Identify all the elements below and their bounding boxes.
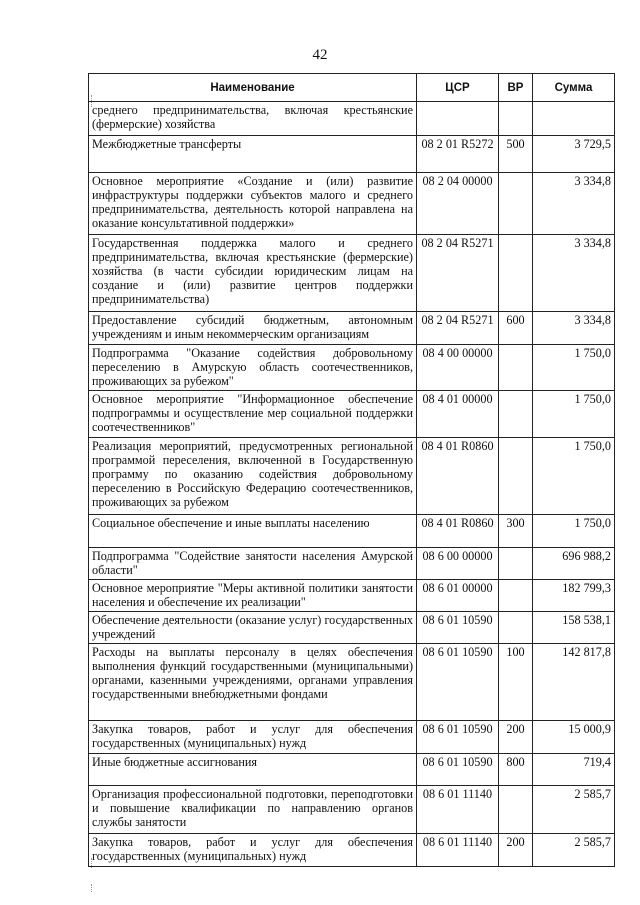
row-name-cell: Предоставление субсидий бюджетным, автономным учреждениям и иным некоммерческим организациям [89, 312, 417, 345]
row-sum-cell: 182 799,3 [533, 580, 615, 612]
table-row [89, 612, 615, 644]
row-csr-cell: 08 2 04 00000 [417, 173, 499, 235]
row-vr-cell [499, 786, 533, 834]
row-sum-cell [533, 102, 615, 136]
row-csr-cell: 08 6 01 11140 [417, 834, 499, 867]
row-name-cell: Подпрограмма "Содействие занятости населения Амурской области" [89, 548, 417, 580]
row-vr-cell [499, 173, 533, 235]
row-sum-cell: 1 750,0 [533, 515, 615, 548]
row-name-cell: Государственная поддержка малого и среднего предпринимательства, включая крестьянские (фермерские) хозяйства (в части субсидии юридическим лицам на создание и (или) развитие центров поддержки предпринимательства) [89, 235, 417, 312]
row-name-cell: Иные бюджетные ассигнования [89, 754, 417, 786]
table-body [89, 102, 615, 867]
table-row [89, 721, 615, 754]
table-header-row [89, 74, 615, 102]
row-vr-cell: 100 [499, 644, 533, 721]
row-sum-cell: 3 729,5 [533, 136, 615, 173]
row-csr-cell: 08 6 01 10590 [417, 612, 499, 644]
scan-mark [91, 858, 93, 868]
row-name-cell: Организация профессиональной подготовки, переподготовки и повышение квалификации по направлению органов службы занятости [89, 786, 417, 834]
header-sum: Сумма [533, 74, 615, 102]
row-vr-cell [499, 102, 533, 136]
row-name-cell: Закупка товаров, работ и услуг для обеспечения государственных (муниципальных) нужд [89, 834, 417, 867]
table-row [89, 312, 615, 345]
row-name-cell: Обеспечение деятельности (оказание услуг) государственных учреждений [89, 612, 417, 644]
table-row [89, 391, 615, 438]
header-name: Наименование [89, 74, 417, 102]
row-sum-cell: 142 817,8 [533, 644, 615, 721]
table-row [89, 235, 615, 312]
row-vr-cell [499, 612, 533, 644]
table-row [89, 754, 615, 786]
table-row [89, 345, 615, 391]
row-name-cell: Социальное обеспечение и иные выплаты населению [89, 515, 417, 548]
scan-mark [91, 884, 93, 892]
row-csr-cell [417, 102, 499, 136]
row-name-cell: Подпрограмма "Оказание содействия добровольному переселению в Амурскую область соотечественников, проживающих за рубежом" [89, 345, 417, 391]
row-csr-cell: 08 2 04 R5271 [417, 235, 499, 312]
row-name-cell: Межбюджетные трансферты [89, 136, 417, 173]
row-name-cell: Расходы на выплаты персоналу в целях обеспечения выполнения функций государственными (муниципальными) органами, казенными учреждениями, органами управления государственными внебюджетными фондами [89, 644, 417, 721]
row-sum-cell: 3 334,8 [533, 235, 615, 312]
header-vr: ВР [499, 74, 533, 102]
row-sum-cell: 719,4 [533, 754, 615, 786]
row-sum-cell: 3 334,8 [533, 312, 615, 345]
row-csr-cell: 08 4 00 00000 [417, 345, 499, 391]
table-row [89, 438, 615, 515]
row-vr-cell: 300 [499, 515, 533, 548]
row-name-cell: среднего предпринимательства, включая крестьянские (фермерские) хозяйства [89, 102, 417, 136]
row-vr-cell [499, 391, 533, 438]
row-vr-cell: 600 [499, 312, 533, 345]
row-name-cell: Закупка товаров, работ и услуг для обеспечения государственных (муниципальных) нужд [89, 721, 417, 754]
row-vr-cell: 200 [499, 834, 533, 867]
budget-table [88, 73, 615, 867]
row-csr-cell: 08 6 01 10590 [417, 721, 499, 754]
row-csr-cell: 08 6 01 10590 [417, 644, 499, 721]
row-csr-cell: 08 6 01 00000 [417, 580, 499, 612]
row-vr-cell [499, 438, 533, 515]
row-vr-cell [499, 345, 533, 391]
table-row [89, 834, 615, 867]
row-sum-cell: 3 334,8 [533, 173, 615, 235]
row-vr-cell: 500 [499, 136, 533, 173]
row-csr-cell: 08 6 00 00000 [417, 548, 499, 580]
row-csr-cell: 08 6 01 11140 [417, 786, 499, 834]
row-name-cell: Основное мероприятие «Создание и (или) развитие инфраструктуры поддержки субъектов малого и среднего предпринимательства, деятельность которой направлена на оказание консультативной поддержки» [89, 173, 417, 235]
row-vr-cell: 200 [499, 721, 533, 754]
row-sum-cell: 1 750,0 [533, 345, 615, 391]
row-sum-cell: 1 750,0 [533, 438, 615, 515]
row-vr-cell: 800 [499, 754, 533, 786]
scan-mark [91, 95, 93, 107]
row-sum-cell: 15 000,9 [533, 721, 615, 754]
row-csr-cell: 08 4 01 R0860 [417, 438, 499, 515]
page-number: 42 [312, 47, 328, 63]
row-sum-cell: 158 538,1 [533, 612, 615, 644]
table-row [89, 786, 615, 834]
row-sum-cell: 2 585,7 [533, 834, 615, 867]
row-vr-cell [499, 580, 533, 612]
row-name-cell: Реализация мероприятий, предусмотренных региональной программой переселения, включенной в Государственную программу по оказанию содействия добровольному переселению в Российскую Федерацию соотечественников, проживающих за рубежом [89, 438, 417, 515]
row-vr-cell [499, 235, 533, 312]
row-csr-cell: 08 4 01 00000 [417, 391, 499, 438]
table-row [89, 102, 615, 136]
row-name-cell: Основное мероприятие "Меры активной политики занятости населения и обеспечение их реализации" [89, 580, 417, 612]
row-sum-cell: 696 988,2 [533, 548, 615, 580]
row-vr-cell [499, 548, 533, 580]
row-csr-cell: 08 4 01 R0860 [417, 515, 499, 548]
table-row [89, 580, 615, 612]
header-csr: ЦСР [417, 74, 499, 102]
table-row [89, 515, 615, 548]
table-row [89, 136, 615, 173]
table-row [89, 173, 615, 235]
row-sum-cell: 1 750,0 [533, 391, 615, 438]
row-csr-cell: 08 2 04 R5271 [417, 312, 499, 345]
row-csr-cell: 08 6 01 10590 [417, 754, 499, 786]
table-row [89, 548, 615, 580]
row-sum-cell: 2 585,7 [533, 786, 615, 834]
table-row [89, 644, 615, 721]
row-name-cell: Основное мероприятие "Информационное обеспечение подпрограммы и осуществление мер социальной поддержки соотечественников" [89, 391, 417, 438]
row-csr-cell: 08 2 01 R5272 [417, 136, 499, 173]
